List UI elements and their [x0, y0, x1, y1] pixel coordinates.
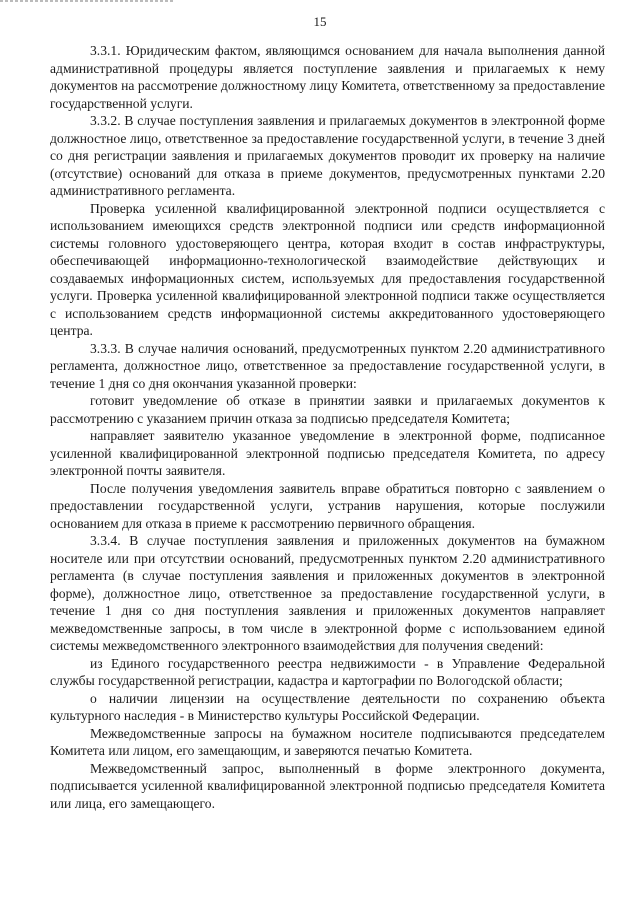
scan-edge-mark [0, 0, 175, 2]
paragraph-paper-requests: Межведомственные запросы на бумажном носителе подписываются председателем Комитета или лицом, его замещающим, и заверяются печатью Комитета. [50, 725, 605, 758]
paragraph-3-3-2: 3.3.2. В случае поступления заявления и прилагаемых документов в электронной форме должностное лицо, ответственное за предоставление государственной услуги, в течение 3 дней со дня регистрации заявления и прилагаемых документов проводит их проверку на наличие (отсутствие) оснований для отказа в приеме документов, предусмотренных пунктами 2.20 административного регламента. [50, 113, 605, 198]
paragraph-electronic-request: Межведомственный запрос, выполненный в форме электронного документа, подписывается усиленной квалифицированной электронной подписью председателя Комитета или лица, его замещающего. [50, 760, 605, 811]
page-number: 15 [313, 14, 327, 29]
paragraph-egrn-request: из Единого государственного реестра недвижимости - в Управление Федеральной службы государственной регистрации, кадастра и картографии по Вологодской области; [50, 655, 605, 688]
paragraph-send-notice: направляет заявителю указанное уведомление в электронной форме, подписанное усиленной квалифицированной электронной подписью председателя Комитета, по адресу электронной почты заявителя. [50, 428, 605, 478]
paragraph-license-request: о наличии лицензии на осуществление деятельности по сохранению объекта культурного наследия - в Министерство культуры Российской Федерации. [50, 690, 605, 723]
paragraph-reapply: После получения уведомления заявитель вправе обратиться повторно с заявлением о предоставлении государственной услуги, устранив нарушения, которые послужили основанием для отказа в приеме к рассмотрению первичного обращения. [50, 480, 605, 531]
paragraph-prepare-notice: готовит уведомление об отказе в принятии заявки и прилагаемых документов к рассмотрению с указанием причин отказа за подписью председателя Комитета; [50, 393, 605, 426]
document-body [50, 42, 605, 812]
paragraph-3-3-1: 3.3.1. Юридическим фактом, являющимся основанием для начала выполнения данной административной процедуры является поступление заявления и прилагаемых к нему документов на рассмотрение должностному лицу Комитета, ответственному за предоставление государственной услуги. [50, 43, 605, 111]
paragraph-3-3-4: 3.3.4. В случае поступления заявления и приложенных документов на бумажном носителе или при отсутствии оснований, предусмотренных пунктом 2.20 административного регламента (в случае поступления заявления и приложенных документов в электронной форме), должностное лицо, ответственное за предоставление государственной услуги, в течение 1 дня со дня поступления заявления и приложенных документов направляет межведомственные запросы, в том числе в электронной форме с использованием единой системы межведомственного электронного взаимодействия для получения сведений: [50, 533, 605, 653]
paragraph-signature-check: Проверка усиленной квалифицированной электронной подписи осуществляется с использованием имеющихся средств электронной подписи или средств информационной системы головного удостоверяющего центра, которая входит в состав инфраструктуры, обеспечивающей информационно-технологической взаимодействие действующих и создаваемых информационных систем, используемых для предоставления государственной услуги. Проверка усиленной квалифицированной электронной подписи также осуществляется с использованием средств информационной системы аккредитованного удостоверяющего центра. [50, 200, 605, 338]
paragraph-3-3-3: 3.3.3. В случае наличия оснований, предусмотренных пунктом 2.20 административного регламента, должностное лицо, ответственное за предоставление государственной услуги, в течение 1 дня со дня окончания указанной проверки: [50, 340, 605, 391]
